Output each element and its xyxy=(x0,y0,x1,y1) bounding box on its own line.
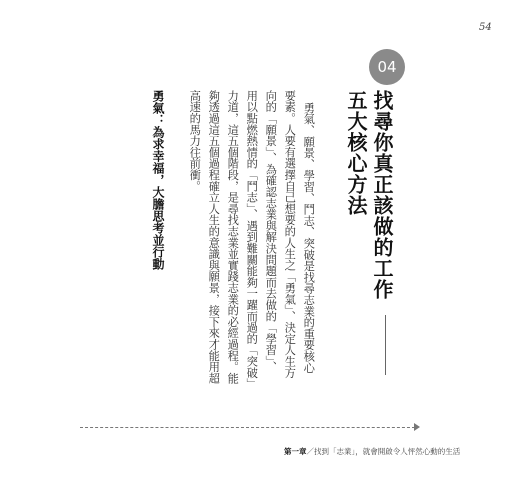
footer-chapter-text: ／找到「志業」，就會開啟令人怦然心動的生活 xyxy=(306,447,461,456)
body-column-5: 力道，這五個階段，是尋找志業並實踐志業的必經過程。能 xyxy=(226,90,240,384)
page-number: 54 xyxy=(479,22,492,33)
footer-arrow-icon xyxy=(414,423,420,431)
body-column-3: 向的「願景」、為確認志業與解決問題而去做的「學習」、 xyxy=(264,90,278,373)
footer-chapter-label: 第一章 xyxy=(284,447,307,456)
subheading: 勇氣：為求幸福，大膽思考並行動 xyxy=(151,90,165,270)
footer-dashed-rule xyxy=(80,427,415,428)
title-rule xyxy=(385,315,386,375)
section-title-line-2: 五大核心方法 xyxy=(344,90,368,216)
body-column-4: 用以點燃熱情的「鬥志」、遇到難關能夠一躍而過的「突破」 xyxy=(245,90,259,390)
body-column-1: 勇氣、願景、學習、鬥志、突破是找尋志業的重要核心 xyxy=(302,102,316,374)
section-title-line-1: 找尋你真正該做的工作 xyxy=(370,90,394,300)
body-column-6: 夠透過這五個過程確立人生的意識與願景，接下來才能用超 xyxy=(207,90,221,384)
body-column-7: 高速的馬力往前衝。 xyxy=(188,90,202,192)
body-column-2: 要素。人要有選擇自己想要的人生之「勇氣」、決定人生方 xyxy=(283,90,297,379)
running-footer xyxy=(284,446,460,457)
chapter-number-badge: 04 xyxy=(369,49,405,85)
